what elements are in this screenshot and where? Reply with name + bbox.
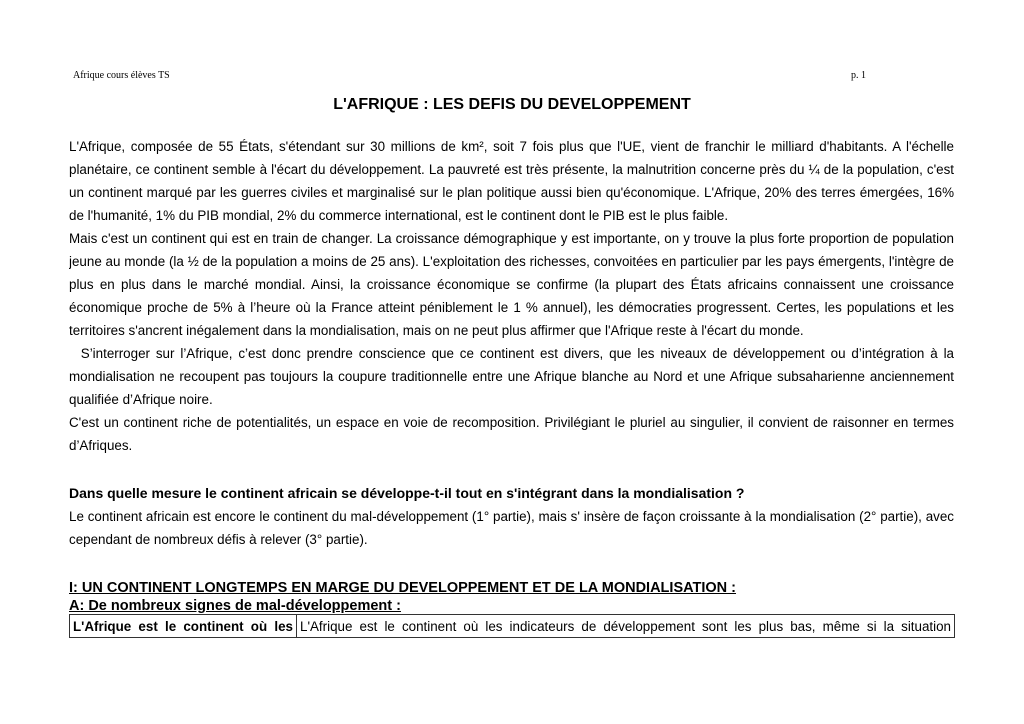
problematic-question: Dans quelle mesure le continent africain se développe-t-il tout en s'intégrant dans la mondialisation ? xyxy=(69,485,745,501)
text-line: économique proche de 5% à l’heure où la France atteint péniblement le 1 % annuel), les démocraties progressent. Certes, les populations et les xyxy=(69,300,954,315)
text-line: plus en plus dans le marché mondial. Ainsi, la croissance économique se confirme (la plupart des États africains connaissent une croissance xyxy=(69,277,954,292)
header-left: Afrique cours élèves TS xyxy=(73,70,170,81)
plan-line: cependant de nombreux défis à relever (3° partie). xyxy=(69,532,368,547)
section-heading-1: I: UN CONTINENT LONGTEMPS EN MARGE DU DEVELOPPEMENT ET DE LA MONDIALISATION : xyxy=(69,580,737,596)
table-row xyxy=(70,615,955,638)
text-line: C'est un continent riche de potentialités, un espace en voie de recomposition. Privilégiant le pluriel au singulier, il convient de raisonner en termes xyxy=(69,415,954,430)
plan-line: Le continent africain est encore le continent du mal-développement (1° partie), mais s' insère de façon croissante à la mondialisation (2° partie), avec xyxy=(69,509,954,524)
document-body xyxy=(69,135,954,551)
text-line: L'Afrique, composée de 55 États, s'étendant sur 30 millions de km², soit 7 fois plus que l'UE, vient de franchir le milliard d'habitants. A l'échelle xyxy=(69,139,954,154)
page-number: p. 1 xyxy=(851,70,866,81)
text-line: un continent marqué par les guerres civiles et marginalisé sur le plan politique aussi bien qu'économique. L'Afrique, 20% des terres émergées, 16% xyxy=(69,185,954,200)
text-line: jeune au monde (la ½ de la population a moins de 25 ans). L'exploitation des richesses, convoitées en particulier par les pays émergents, l'intègre de xyxy=(69,254,954,269)
text-line: d’Afriques. xyxy=(69,438,133,453)
text-line: S’interroger sur l’Afrique, c’est donc prendre conscience que ce continent est divers, que les niveaux de développement ou d’intégration à la xyxy=(69,346,954,361)
page-title: L'AFRIQUE : LES DEFIS DU DEVELOPPEMENT xyxy=(333,96,691,113)
text-line: Mais c'est un continent qui est en train de changer. La croissance démographique y est importante, on y trouve la plus forte proportion de population xyxy=(69,231,954,246)
text-line: de l'humanité, 1% du PIB mondial, 2% du commerce international, est le continent dont le PIB est le plus faible. xyxy=(69,208,729,223)
text-line: qualifiée d’Afrique noire. xyxy=(69,392,213,407)
text-line: mondialisation ne recoupent pas toujours la coupure traditionnelle entre une Afrique blanche au Nord et une Afrique subsaharienne anciennement xyxy=(69,369,954,384)
subsection-heading-a: A: De nombreux signes de mal-développement : xyxy=(69,598,401,614)
text-line: planétaire, ce continent semble à l'écart du développement. La pauvreté est très présente, la malnutrition concerne près du ¼ de la population, c'est xyxy=(69,162,954,177)
content-table xyxy=(69,614,955,638)
table-cell-text: L'Afrique est le continent où les indicateurs de développement sont les plus bas, même si la situation xyxy=(297,615,955,638)
text-line: territoires s'ancrent inégalement dans la mondialisation, mais on ne peut plus affirmer que l'Afrique reste à l'écart du monde. xyxy=(69,323,804,338)
table-cell-key: L'Afrique est le continent où les xyxy=(70,615,297,638)
